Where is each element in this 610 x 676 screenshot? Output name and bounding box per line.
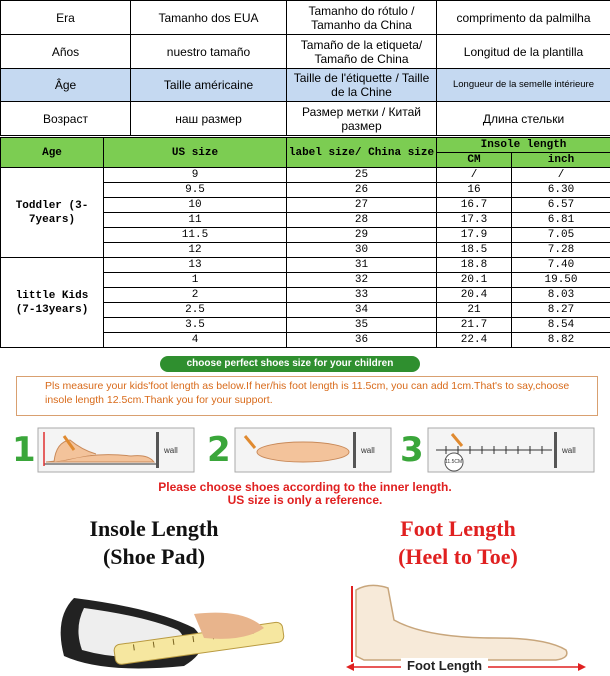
- step-number: 3: [400, 430, 424, 470]
- lang-cell-insole: Длина стельки: [437, 102, 610, 136]
- lang-cell-era: Âge: [1, 69, 131, 102]
- lang-cell-us: Tamanho dos EUA: [131, 1, 287, 35]
- size-row: [1, 258, 610, 273]
- size-cell-cm: 20.1: [437, 273, 512, 288]
- size-cell-inch: 19.50: [512, 273, 610, 288]
- header-cm: CM: [437, 153, 512, 168]
- measure-instruction-box: [16, 376, 598, 416]
- guide-banner: choose perfect shoes size for your children: [160, 356, 420, 372]
- size-cell-cm: 17.3: [437, 213, 512, 228]
- size-cell-cm: 20.4: [437, 288, 512, 303]
- step-number: 1: [12, 430, 36, 470]
- size-cell-cm: 18.8: [437, 258, 512, 273]
- header-label-size: label size/ China size: [287, 138, 437, 168]
- wall-label: wall: [164, 446, 178, 455]
- measurement-tag: 11.5CM: [445, 459, 463, 465]
- foot-subtitle: (Heel to Toe): [398, 544, 518, 569]
- size-cell-cn: 27: [287, 198, 437, 213]
- foot-length-panel: [306, 510, 610, 676]
- size-cell-us: 4: [104, 333, 287, 348]
- lang-cell-label: Tamaño de la etiqueta/ Tamaño de China: [287, 35, 437, 69]
- lang-cell-us: наш размер: [131, 102, 287, 136]
- size-cell-inch: 8.27: [512, 303, 610, 318]
- size-cell-cm: 18.5: [437, 243, 512, 258]
- step-number: 2: [207, 430, 231, 470]
- insole-subtitle: (Shoe Pad): [102, 544, 206, 569]
- size-cell-inch: 8.03: [512, 288, 610, 303]
- measure-instruction-text: Pls measure your kids'foot length as below.If her/his foot length is 11.5cm, you can add 1cm.That's to say,choose insole length 12.5cm.Thank you for your support.: [45, 380, 570, 406]
- size-cell-cm: 22.4: [437, 333, 512, 348]
- size-row: [1, 168, 610, 183]
- size-cell-inch: 6.30: [512, 183, 610, 198]
- size-cell-cn: 25: [287, 168, 437, 183]
- size-cell-inch: /: [512, 168, 610, 183]
- age-group-label: little Kids (7-13years): [1, 258, 104, 348]
- wall-label: wall: [361, 446, 375, 455]
- measure-step-2: [203, 422, 393, 474]
- foot-title: Foot Length: [400, 516, 516, 541]
- size-cell-cm: 16: [437, 183, 512, 198]
- size-cell-inch: 6.81: [512, 213, 610, 228]
- size-header-row: [1, 138, 610, 153]
- size-cell-cn: 36: [287, 333, 437, 348]
- size-cell-cm: 21.7: [437, 318, 512, 333]
- foot-length-label: Foot Length: [401, 658, 488, 673]
- notice-line-1: Please choose shoes according to the inner length.: [158, 480, 452, 494]
- size-cell-us: 9: [104, 168, 287, 183]
- header-age: Age: [1, 138, 104, 168]
- size-cell-cm: 16.7: [437, 198, 512, 213]
- size-cell-inch: 8.82: [512, 333, 610, 348]
- size-cell-cm: 21: [437, 303, 512, 318]
- size-cell-us: 10: [104, 198, 287, 213]
- size-cell-inch: 8.54: [512, 318, 610, 333]
- size-cell-us: 9.5: [104, 183, 287, 198]
- lang-cell-insole: Longitud de la plantilla: [437, 35, 610, 69]
- lang-cell-us: Taille américaine: [131, 69, 287, 102]
- insole-title: Insole Length: [89, 516, 219, 541]
- lang-cell-label: Размер метки / Китай размер: [287, 102, 437, 136]
- size-cell-cm: /: [437, 168, 512, 183]
- size-cell-cn: 34: [287, 303, 437, 318]
- lang-cell-era: Era: [1, 1, 131, 35]
- age-group-label: Toddler (3-7years): [1, 168, 104, 258]
- size-cell-cn: 33: [287, 288, 437, 303]
- lang-row: [1, 102, 610, 136]
- size-cell-inch: 7.05: [512, 228, 610, 243]
- size-cell-us: 3.5: [104, 318, 287, 333]
- lang-cell-insole: comprimento da palmilha: [437, 1, 610, 35]
- foot-outline-illustration: [336, 580, 596, 664]
- lang-row: [1, 35, 610, 69]
- lang-cell-us: nuestro tamaño: [131, 35, 287, 69]
- size-cell-cm: 17.9: [437, 228, 512, 243]
- insole-length-panel: [4, 510, 304, 676]
- size-cell-cn: 26: [287, 183, 437, 198]
- size-cell-inch: 7.40: [512, 258, 610, 273]
- measure-step-1: [6, 422, 196, 474]
- size-cell-us: 13: [104, 258, 287, 273]
- lang-cell-era: Возраст: [1, 102, 131, 136]
- insole-photo-illustration: [44, 578, 294, 674]
- size-cell-cn: 30: [287, 243, 437, 258]
- size-cell-us: 2: [104, 288, 287, 303]
- size-cell-inch: 6.57: [512, 198, 610, 213]
- lang-row: [1, 69, 610, 102]
- lang-cell-label: Tamanho do rótulo / Tamanho da China: [287, 1, 437, 35]
- size-cell-us: 12: [104, 243, 287, 258]
- lang-cell-era: Años: [1, 35, 131, 69]
- size-cell-cn: 31: [287, 258, 437, 273]
- size-cell-inch: 7.28: [512, 243, 610, 258]
- size-cell-cn: 28: [287, 213, 437, 228]
- size-cell-us: 11: [104, 213, 287, 228]
- size-cell-cn: 32: [287, 273, 437, 288]
- wall-label: wall: [562, 446, 576, 455]
- size-cell-us: 11.5: [104, 228, 287, 243]
- size-cell-us: 2.5: [104, 303, 287, 318]
- header-insole-length: Insole length: [437, 138, 610, 153]
- header-inch: inch: [512, 153, 610, 168]
- lang-row: [1, 1, 610, 35]
- size-chart-table: [0, 137, 610, 348]
- lang-cell-insole: Longueur de la semelle intérieure: [437, 69, 610, 102]
- header-us-size: US size: [104, 138, 287, 168]
- size-cell-us: 1: [104, 273, 287, 288]
- measure-step-3: [400, 422, 600, 474]
- size-cell-cn: 29: [287, 228, 437, 243]
- language-header-table: [0, 0, 610, 136]
- size-cell-cn: 35: [287, 318, 437, 333]
- notice-line-2: US size is only a reference.: [227, 493, 383, 507]
- lang-cell-label: Taille de l'étiquette / Taille de la Chine: [287, 69, 437, 102]
